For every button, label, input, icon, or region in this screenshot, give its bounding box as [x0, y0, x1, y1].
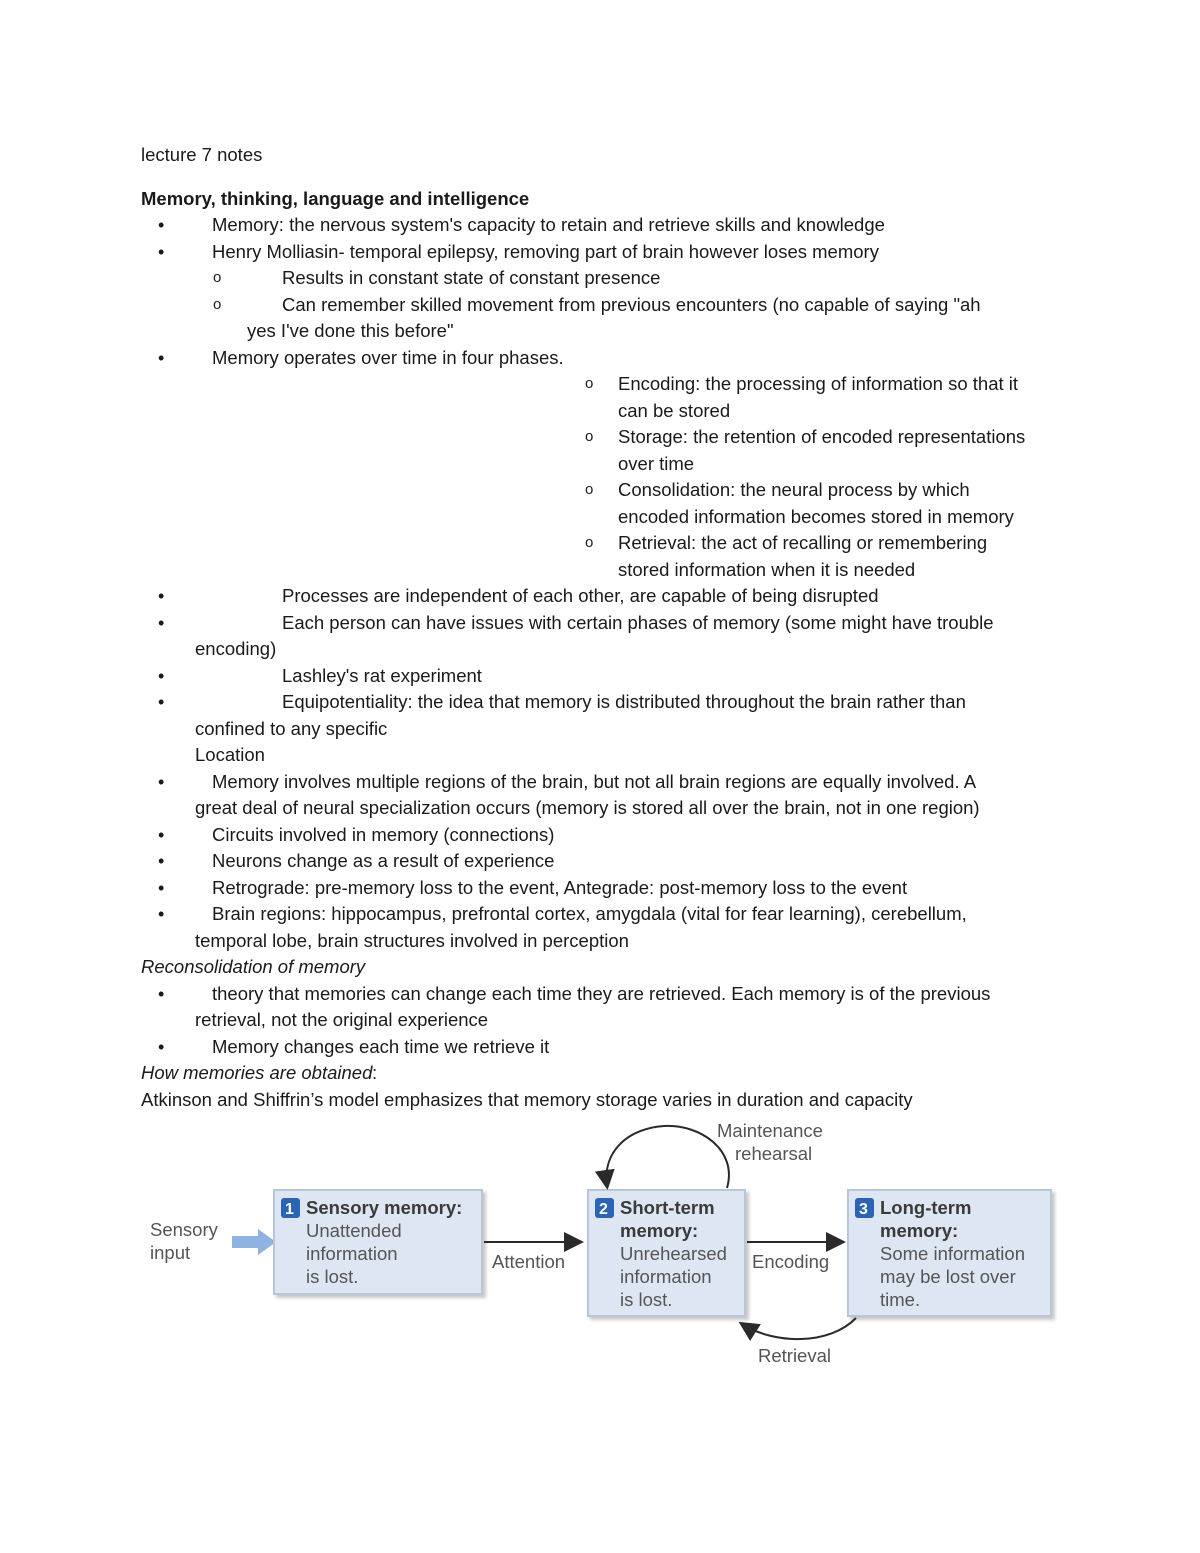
- encoding-label: Encoding: [752, 1251, 830, 1272]
- note-text: theory that memories can change each time they are retrieved. Each memory is of the previous: [212, 982, 991, 1004]
- bullet-icon: •: [158, 904, 165, 924]
- box-body-line: Unattended: [306, 1220, 402, 1241]
- bullet-icon: •: [158, 851, 165, 871]
- box-number: 2: [599, 1201, 608, 1218]
- note-text: Reconsolidation of memory: [141, 956, 366, 977]
- note-text: Neurons change as a result of experience: [212, 850, 555, 871]
- bullet-icon: •: [158, 665, 165, 686]
- note-text: Retrieval: the act of recalling or remembering: [618, 532, 988, 553]
- sensory-memory-box: [274, 1190, 482, 1294]
- retrieval-arrow: [742, 1318, 856, 1339]
- maintenance-rehearsal-arrow: [606, 1126, 729, 1188]
- bullet-icon: •: [158, 771, 165, 792]
- bullet-icon: •: [158, 983, 165, 1004]
- note-text: Encoding: the processing of information so that it: [618, 373, 1019, 394]
- note-text: Equipotentiality: the idea that memory is distributed throughout the brain rather than: [282, 691, 966, 712]
- attention-label: Attention: [492, 1251, 566, 1272]
- note-text: Retrograde: pre-memory loss to the event, Antegrade: post-memory loss to the event: [212, 876, 908, 898]
- box-body-line: time.: [880, 1289, 921, 1310]
- box-title: Long-term: [880, 1197, 972, 1218]
- note-text: How memories are obtained: [141, 1062, 373, 1083]
- bullet-icon: •: [158, 877, 165, 898]
- bullet-icon: •: [158, 824, 165, 845]
- bullet-icon: •: [158, 241, 165, 262]
- sensory-input-label-1: Sensory: [150, 1219, 218, 1240]
- bullet-icon: •: [158, 347, 165, 368]
- sub-bullet-icon: o: [585, 375, 594, 392]
- note-text: stored information when it is needed: [618, 558, 916, 580]
- box-body-line: may be lost over: [880, 1266, 1016, 1287]
- sensory-input-label-2: input: [150, 1242, 191, 1263]
- note-text: Atkinson and Shiffrin’s model emphasizes that memory storage varies in duration and capacity: [141, 1088, 913, 1110]
- note-text: Each person can have issues with certain phases of memory (some might have trouble: [282, 611, 994, 633]
- bullet-icon: •: [158, 612, 165, 633]
- sub-bullet-icon: o: [585, 428, 594, 445]
- note-text: Brain regions: hippocampus, prefrontal cortex, amygdala (vital for fear learning), cerebellum,: [212, 903, 967, 924]
- note-text: Can remember skilled movement from previous encounters (no capable of saying "ah: [282, 293, 981, 315]
- retrieval-label: Retrieval: [758, 1345, 831, 1366]
- long-term-memory-box: [848, 1190, 1051, 1316]
- note-text: Processes are independent of each other, are capable of being disrupted: [282, 585, 879, 606]
- box-body-line: information: [620, 1266, 712, 1287]
- short-term-memory-box: [588, 1190, 745, 1316]
- note-text: Memory involves multiple regions of the brain, but not all brain regions are equally involved. A: [212, 770, 977, 792]
- note-text: encoded information becomes stored in memory: [618, 505, 1014, 527]
- box-title: Short-term: [620, 1197, 715, 1218]
- note-text: encoding): [195, 638, 277, 659]
- note-text: temporal lobe, brain structures involved in perception: [195, 929, 629, 951]
- note-text: Location: [195, 744, 265, 765]
- note-text: retrieval, not the original experience: [195, 1009, 489, 1030]
- sub-bullet-icon: o: [213, 295, 222, 313]
- box-body-line: is lost.: [306, 1266, 359, 1287]
- bullet-icon: •: [158, 692, 165, 712]
- box-body-line: Unrehearsed: [620, 1243, 727, 1264]
- bullet-icon: •: [158, 1036, 165, 1057]
- box-title: memory:: [880, 1220, 959, 1241]
- box-number: 1: [285, 1201, 294, 1218]
- box-body-line: Some information: [880, 1243, 1025, 1264]
- maintenance-label-1: Maintenance: [717, 1120, 823, 1141]
- box-title: Sensory memory:: [306, 1197, 463, 1218]
- note-text: can be stored: [618, 399, 731, 421]
- note-text: great deal of neural specialization occurs (memory is stored all over the brain, not in one region): [195, 797, 980, 818]
- note-text: Lashley's rat experiment: [282, 664, 482, 686]
- note-text: confined to any specific: [195, 717, 388, 739]
- sub-bullet-icon: o: [585, 534, 594, 551]
- bullet-icon: •: [158, 215, 165, 235]
- box-title: memory:: [620, 1220, 699, 1241]
- document-title: lecture 7 notes: [141, 144, 263, 165]
- note-text: Memory: the nervous system's capacity to retain and retrieve skills and knowledge: [212, 214, 885, 235]
- sub-bullet-icon: o: [585, 481, 594, 498]
- note-text: Storage: the retention of encoded representations: [618, 426, 1026, 447]
- note-text: Consolidation: the neural process by which: [618, 479, 970, 500]
- note-text: over time: [618, 452, 695, 474]
- maintenance-label-2: rehearsal: [735, 1143, 813, 1164]
- sub-bullet-icon: o: [213, 269, 222, 286]
- note-text: Circuits involved in memory (connections): [212, 823, 555, 845]
- note-text: yes I've done this before": [247, 320, 454, 341]
- box-number: 3: [859, 1201, 868, 1218]
- note-text: Results in constant state of constant presence: [282, 267, 661, 288]
- note-text: Henry Molliasin- temporal epilepsy, removing part of brain however loses memory: [212, 240, 879, 262]
- bullet-icon: •: [158, 586, 165, 606]
- sensory-input-arrow: [232, 1229, 276, 1255]
- box-body-line: information: [306, 1243, 398, 1264]
- note-text: Memory operates over time in four phases.: [212, 346, 564, 368]
- section-heading: Memory, thinking, language and intelligence: [141, 187, 530, 209]
- box-body-line: is lost.: [620, 1289, 673, 1310]
- note-text-suffix: :: [372, 1062, 378, 1083]
- note-text: Memory changes each time we retrieve it: [212, 1035, 550, 1057]
